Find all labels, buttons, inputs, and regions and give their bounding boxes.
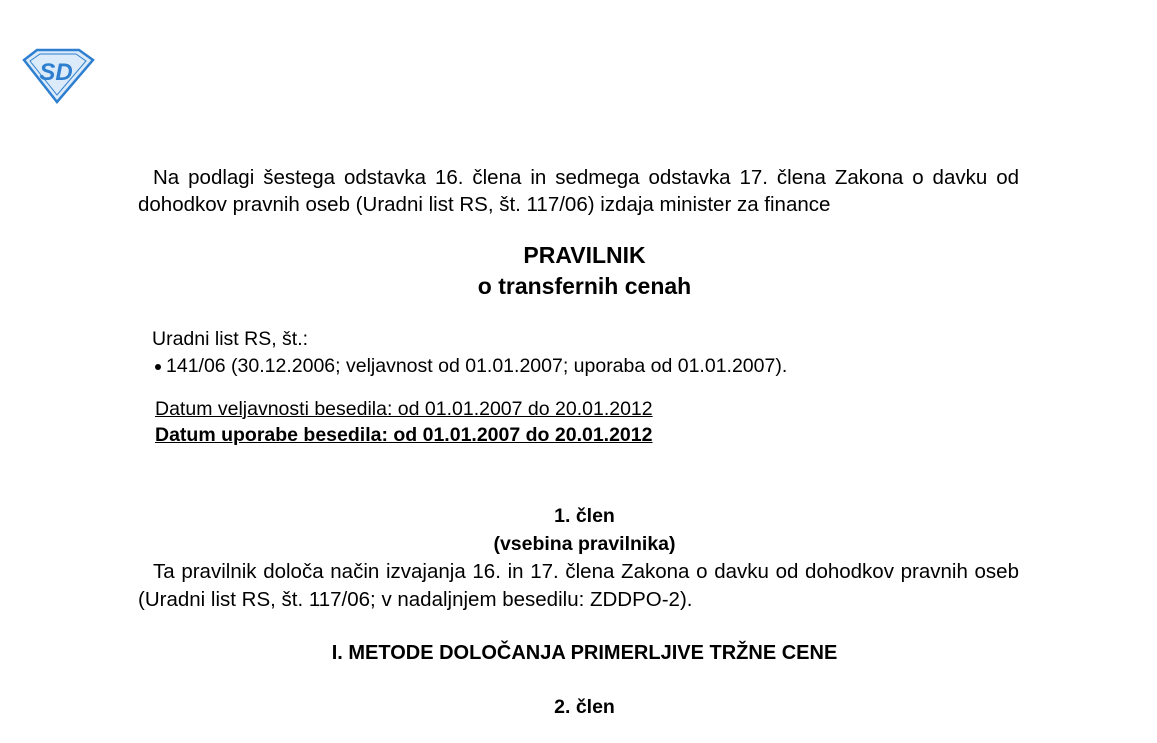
document-title	[138, 240, 1019, 302]
article-1	[138, 502, 1019, 614]
gazette-entry	[152, 353, 1019, 380]
document-page	[138, 164, 1019, 721]
article-1-subtitle: (vsebina pravilnika)	[493, 533, 676, 555]
section-heading: I. METODE DOLOČANJA PRIMERLJIVE TRŽNE CENE	[331, 642, 838, 664]
article-1-number: 1. člen	[554, 505, 615, 527]
intro-paragraph: Na podlagi šestega odstavka 16. člena in sedmega odstavka 17. člena Zakona o davku od dohodkov pravnih oseb (Uradni list RS, št. 117/06) izdaja minister za finance	[138, 166, 1019, 216]
article-2	[138, 693, 1019, 721]
svg-text:SD: SD	[39, 59, 73, 86]
gazette-label: Uradni list RS, št.:	[152, 328, 309, 350]
validity-dates	[155, 396, 1019, 448]
gazette-info	[152, 326, 1019, 380]
title-line-2: o transfernih cenah	[477, 273, 692, 299]
bullet-icon	[155, 364, 161, 370]
application-date: Datum uporabe besedila: od 01.01.2007 do 20.01.2012	[155, 424, 653, 446]
gazette-entry-text: 141/06 (30.12.2006; veljavnost od 01.01.2007; uporaba od 01.01.2007).	[166, 355, 788, 377]
article-2-number: 2. člen	[554, 696, 615, 718]
sd-logo-icon	[21, 48, 95, 104]
title-line-1: PRAVILNIK	[523, 242, 646, 268]
validity-date: Datum veljavnosti besedila: od 01.01.2007 do 20.01.2012	[155, 398, 653, 420]
article-1-text: Ta pravilnik določa način izvajanja 16. in 17. člena Zakona o davku od dohodkov pravnih oseb (Uradni list RS, št. 117/06; v nadaljnjem besedilu: ZDDPO-2).	[138, 560, 1019, 611]
